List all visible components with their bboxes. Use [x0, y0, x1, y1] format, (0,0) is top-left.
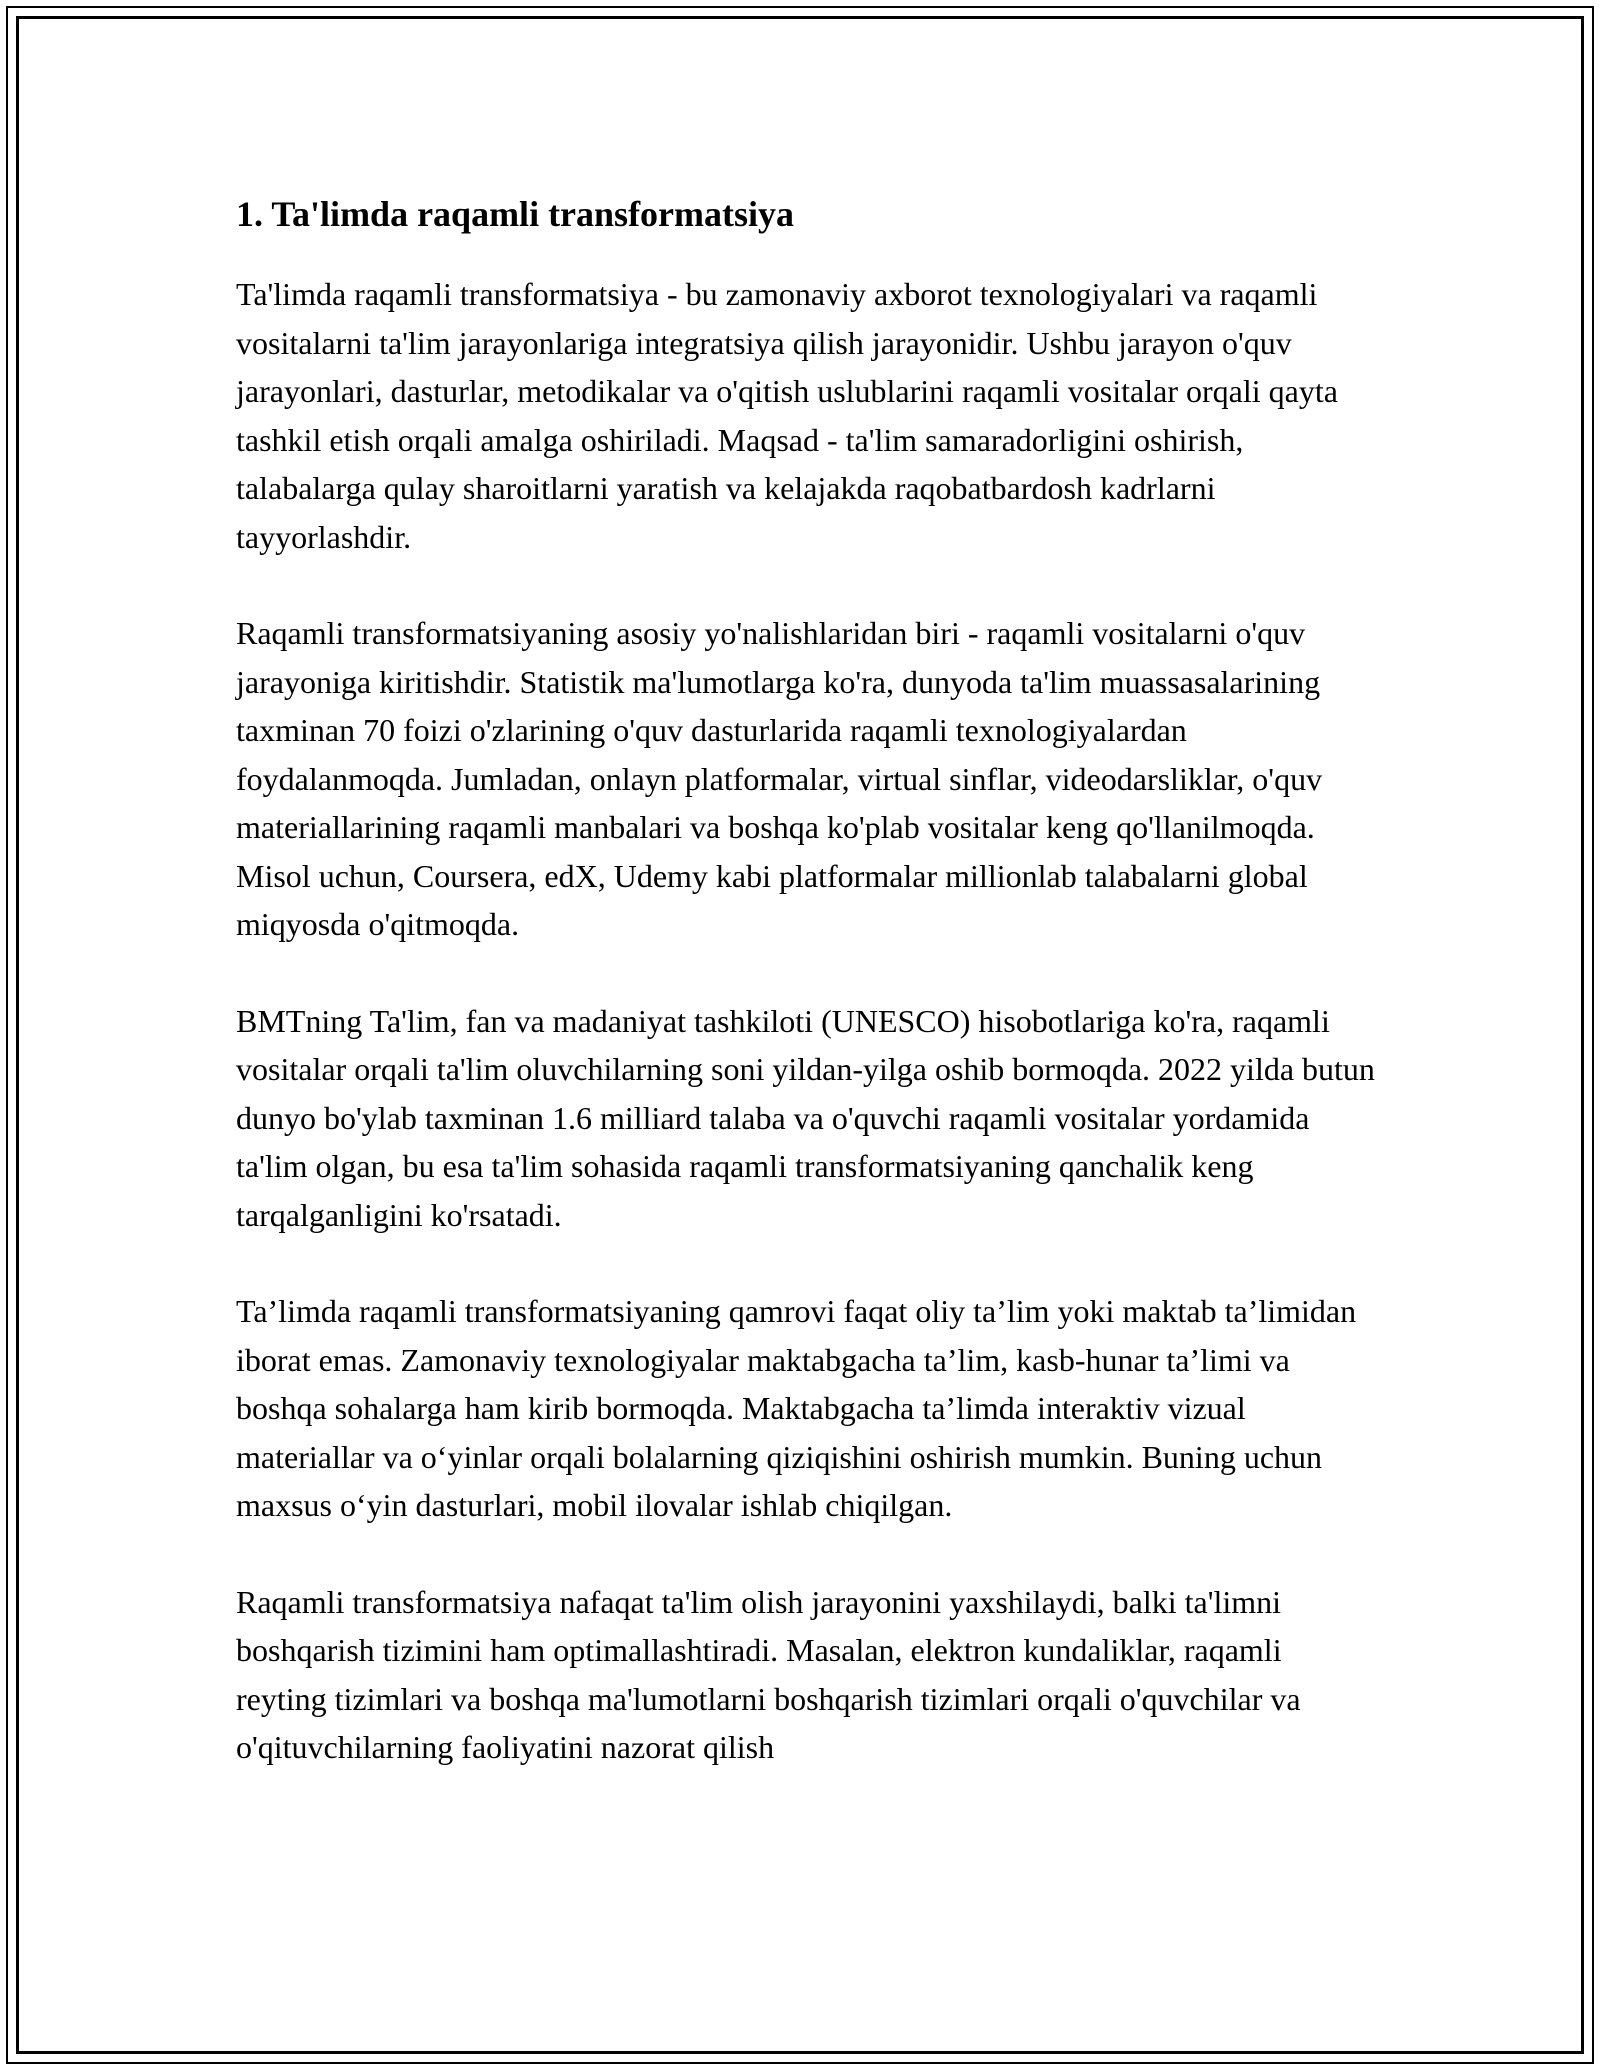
paragraph-4: Ta’limda raqamli transformatsiyaning qamrovi faqat oliy ta’lim yoki maktab ta’limidan iborat emas. Zamonaviy texnologiyalar maktabgacha ta’lim, kasb-hunar ta’limi va boshqa sohalarga ham kirib bormoqda. Maktabgacha ta’limda interaktiv vizual materiallar va o‘yinlar orqali bolalarning qiziqishini oshirish mumkin. Buning uchun maxsus o‘yin dasturlari, mobil ilovalar ishlab chiqilgan. [236, 1293, 1357, 1523]
paragraph-5: Raqamli transformatsiya nafaqat ta'lim olish jarayonini yaxshilaydi, balki ta'limni boshqarish tizimini ham optimallashtiradi. Masalan, elektron kundaliklar, raqamli reyting tizimlari va boshqa ma'lumotlarni boshqarish tizimlari orqali o'quvchilar va o'qituvchilarning faoliyatini nazorat qilish [236, 1583, 1301, 1765]
paragraph-3: BMTning Ta'lim, fan va madaniyat tashkiloti (UNESCO) hisobotlariga ko'ra, raqamli vositalar orqali ta'lim oluvchilarning soni yildan-yilga oshib bormoqda. 2022 yilda butun dunyo bo'ylab taxminan 1.6 milliard talaba va o'quvchi raqamli vositalar yordamida ta'lim olgan, bu esa ta'lim sohasida raqamli transformatsiyaning qanchalik keng tarqalganligini ko'rsatadi. [236, 1002, 1375, 1233]
paragraph-1: Ta'limda raqamli transformatsiya - bu zamonaviy axborot texnologiyalari va raqamli vositalarni ta'lim jarayonlariga integratsiya qilish jarayonidir. Ushbu jarayon o'quv jarayonlari, dasturlar, metodikalar va o'qitish uslublarini raqamli vositalar orqali qayta tashkil etish orqali amalga oshiriladi. Maqsad - ta'lim samaradorligini oshirish, talabalarga qulay sharoitlarni yaratish va kelajakda raqobatbardosh kadrlarni tayyorlashdir. [236, 276, 1338, 555]
document-body [236, 186, 1376, 1772]
paragraph-2: Raqamli transformatsiyaning asosiy yo'nalishlaridan biri - raqamli vositalarni o'quv jarayoniga kiritishdir. Statistik ma'lumotlarga ko'ra, dunyoda ta'lim muassasalarining taxminan 70 foizi o'zlarining o'quv dasturlarida raqamli texnologiyalardan foydalanmoqda. Jumladan, onlayn platformalar, virtual sinflar, videodarsliklar, o'quv materiallarining raqamli manbalari va boshqa ko'plab vositalar keng qo'llanilmoqda. Misol uchun, Coursera, edX, Udemy kabi platformalar millionlab talabalarni global miqyosda o'qitmoqda. [236, 615, 1323, 942]
section-heading: 1. Ta'limda raqamli transformatsiya [236, 194, 795, 234]
